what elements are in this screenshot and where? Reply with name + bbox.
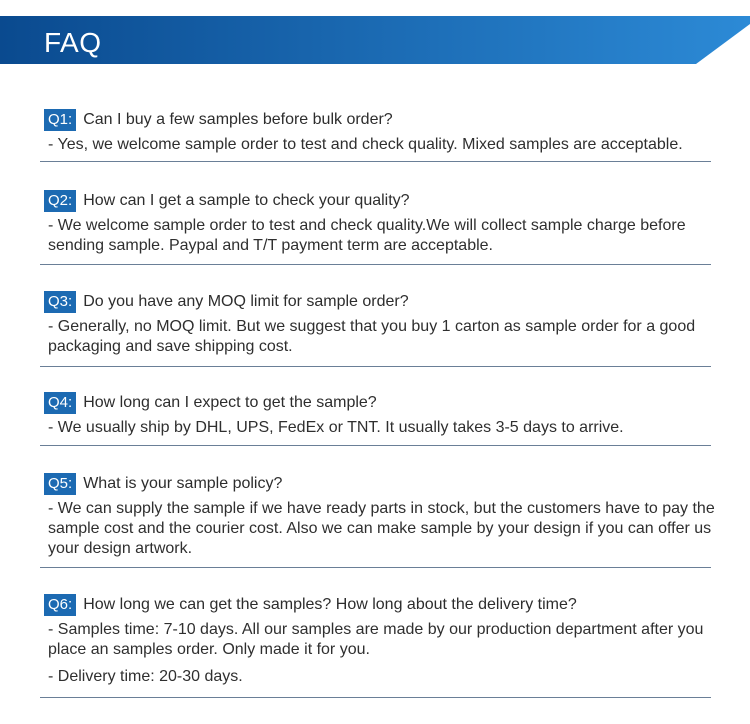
- answer: [48, 499, 718, 559]
- answer: [48, 418, 718, 438]
- question-text: How long we can get the samples? How long about the delivery time?: [83, 596, 577, 613]
- question-text: How can I get a sample to check your quality?: [83, 192, 410, 209]
- faq-item-3: [40, 291, 711, 367]
- answer-paragraph: - Generally, no MOQ limit. But we suggest that you buy 1 carton as sample order for a good packaging and save shipping cost.: [48, 318, 696, 355]
- answer-paragraph: - Delivery time: 20-30 days.: [48, 668, 243, 685]
- answer-paragraph: - Yes, we welcome sample order to test and check quality. Mixed samples are acceptable.: [48, 136, 683, 153]
- question-row: [44, 473, 282, 495]
- faq-header: [0, 0, 750, 64]
- question-row: [44, 291, 409, 313]
- answer: [48, 135, 718, 155]
- question-text: What is your sample policy?: [83, 475, 283, 492]
- answer-paragraph: - Samples time: 7-10 days. All our samples are made by our production department after you place an samples order. Only made it for you.: [48, 621, 704, 658]
- question-badge: Q3:: [44, 291, 76, 313]
- answer-paragraph: - We welcome sample order to test and check quality.We will collect sample charge before sending sample. Paypal and T/T payment term are acceptable.: [48, 217, 686, 254]
- answer: [48, 620, 718, 687]
- question-badge: Q4:: [44, 392, 76, 414]
- answer-paragraph: - We usually ship by DHL, UPS, FedEx or TNT. It usually takes 3-5 days to arrive.: [48, 419, 624, 436]
- answer: [48, 216, 718, 256]
- faq-item-1: [40, 109, 711, 162]
- question-badge: Q1:: [44, 109, 76, 131]
- question-text: Can I buy a few samples before bulk order?: [83, 111, 393, 128]
- question-badge: Q5:: [44, 473, 76, 495]
- header-banner: [0, 0, 750, 64]
- faq-item-6: [40, 594, 711, 698]
- question-row: [44, 594, 577, 616]
- question-badge: Q6:: [44, 594, 76, 616]
- question-row: [44, 190, 410, 212]
- question-row: [44, 109, 393, 131]
- answer-paragraph: - We can supply the sample if we have ready parts in stock, but the customers have to pay the sample cost and the courier cost. Also we can make sample by your design if you can offer us your design artwork.: [48, 500, 715, 557]
- faq-item-4: [40, 392, 711, 446]
- faq-item-2: [40, 190, 711, 265]
- faq-item-5: [40, 473, 715, 568]
- question-row: [44, 392, 377, 414]
- page-title: FAQ: [44, 27, 102, 58]
- answer: [48, 317, 718, 357]
- question-text: Do you have any MOQ limit for sample order?: [83, 293, 409, 310]
- question-badge: Q2:: [44, 190, 76, 212]
- question-text: How long can I expect to get the sample?: [83, 394, 377, 411]
